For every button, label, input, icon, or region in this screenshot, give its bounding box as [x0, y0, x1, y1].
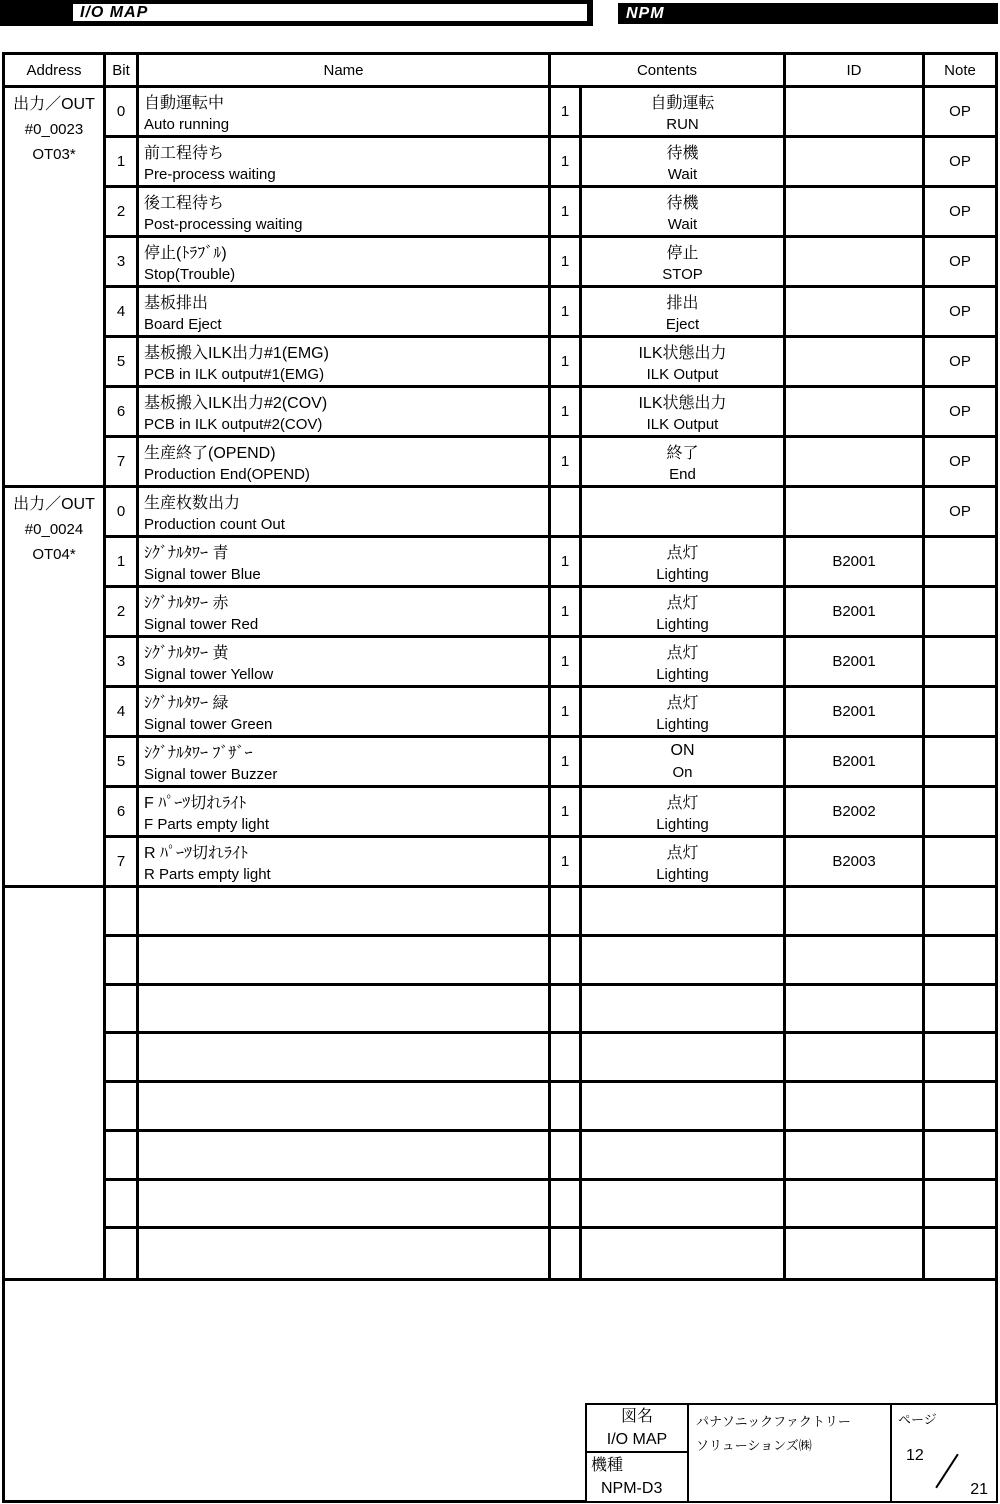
empty-value-cell: [551, 1181, 582, 1230]
empty-name-cell: [139, 888, 551, 937]
bit-cell: 6: [106, 388, 139, 438]
address-direction: 出力／OUT: [13, 496, 95, 513]
contents-en: On: [672, 764, 693, 781]
id-cell: [786, 338, 925, 388]
note-cell: OP: [925, 238, 995, 288]
note-cell: OP: [925, 488, 995, 538]
note-cell: [925, 688, 995, 738]
name-jp: 生産終了(OPEND): [144, 445, 276, 463]
note-cell: OP: [925, 88, 995, 138]
name-jp: 後工程待ち: [144, 195, 225, 213]
contents-cell: [582, 788, 786, 838]
contents-cell: [582, 738, 786, 788]
name-cell: [139, 288, 551, 338]
id-cell: [786, 288, 925, 338]
bit-cell: 3: [106, 238, 139, 288]
value-cell: 1: [551, 638, 582, 688]
machine-badge-bar: [618, 3, 998, 24]
empty-address-cell: [5, 888, 106, 1278]
value-cell: 1: [551, 388, 582, 438]
name-en: Signal tower Yellow: [144, 665, 274, 683]
note-cell: OP: [925, 388, 995, 438]
name-cell: [139, 238, 551, 288]
io-block-ot04: [5, 488, 995, 888]
contents-en: Wait: [667, 165, 698, 183]
contents-jp: 点灯: [666, 845, 699, 863]
contents-cell: [582, 488, 786, 538]
empty-contents-cell: [582, 1132, 786, 1181]
name-en: Signal tower Blue: [144, 565, 261, 583]
contents-en: Wait: [667, 215, 698, 233]
address-port: OT04*: [32, 546, 76, 563]
note-cell: OP: [925, 138, 995, 188]
id-cell: [786, 138, 925, 188]
empty-id-cell: [786, 888, 925, 937]
note-cell: [925, 788, 995, 838]
contents-cell: [582, 588, 786, 638]
page-number: 12: [906, 1447, 924, 1464]
address-cell: [5, 488, 106, 888]
value-cell: [551, 488, 582, 538]
id-cell: B2003: [786, 838, 925, 888]
name-cell: [139, 688, 551, 738]
empty-contents-cell: [582, 888, 786, 937]
name-jp: ｼｸﾞﾅﾙﾀﾜｰ 青: [144, 545, 229, 563]
address-cell: [5, 88, 106, 488]
empty-id-cell: [786, 1181, 925, 1230]
value-cell: 1: [551, 838, 582, 888]
contents-cell: [582, 438, 786, 488]
contents-en: End: [669, 465, 696, 483]
doc-title-box: [71, 2, 589, 23]
col-header-address: Address: [5, 55, 106, 88]
empty-value-cell: [551, 1083, 582, 1132]
model-cell: [587, 1453, 689, 1501]
name-jp: F ﾊﾟｰﾂ切れﾗｲﾄ: [144, 795, 247, 813]
id-cell: [786, 388, 925, 438]
note-cell: OP: [925, 288, 995, 338]
doc-title: I/O MAP: [80, 3, 149, 21]
name-en: Production count Out: [144, 515, 285, 533]
bit-cell: 4: [106, 688, 139, 738]
contents-cell: [582, 288, 786, 338]
title-block: [585, 1403, 998, 1503]
bit-cell: 1: [106, 538, 139, 588]
empty-name-cell: [139, 937, 551, 986]
id-cell: B2001: [786, 538, 925, 588]
name-en: Signal tower Green: [144, 715, 273, 733]
note-cell: [925, 738, 995, 788]
model-name: NPM-D3: [601, 1480, 663, 1497]
col-header-bit: Bit: [106, 55, 139, 88]
value-cell: 1: [551, 538, 582, 588]
empty-bit-cell: [106, 1132, 139, 1181]
note-cell: [925, 588, 995, 638]
empty-value-cell: [551, 1229, 582, 1278]
id-cell: [786, 238, 925, 288]
io-map-table: [2, 52, 998, 1281]
company-line1: パナソニックファクトリー: [696, 1414, 851, 1429]
id-cell: B2002: [786, 788, 925, 838]
empty-note-cell: [925, 937, 995, 986]
contents-jp: 待機: [666, 145, 699, 163]
contents-cell: [582, 238, 786, 288]
contents-en: Lighting: [656, 865, 709, 883]
table-header-row: [5, 55, 995, 88]
name-jp: 基板搬入ILK出力#1(EMG): [144, 345, 329, 363]
contents-jp: 点灯: [666, 545, 699, 563]
page-label: ページ: [898, 1412, 937, 1427]
empty-id-cell: [786, 986, 925, 1035]
address-direction: 出力／OUT: [13, 96, 95, 113]
id-cell: [786, 88, 925, 138]
value-cell: 1: [551, 788, 582, 838]
id-cell: [786, 488, 925, 538]
note-cell: [925, 638, 995, 688]
empty-name-cell: [139, 986, 551, 1035]
empty-note-cell: [925, 888, 995, 937]
name-jp: ｼｸﾞﾅﾙﾀﾜｰ ﾌﾞｻﾞｰ: [144, 745, 253, 763]
empty-note-cell: [925, 1181, 995, 1230]
model-label: 機種: [591, 1457, 624, 1474]
value-cell: 1: [551, 738, 582, 788]
name-cell: [139, 188, 551, 238]
name-en: Signal tower Red: [144, 615, 259, 633]
name-en: Post-processing waiting: [144, 215, 303, 233]
contents-cell: [582, 88, 786, 138]
bit-cell: 5: [106, 338, 139, 388]
id-cell: B2001: [786, 738, 925, 788]
empty-id-cell: [786, 1229, 925, 1278]
empty-id-cell: [786, 1034, 925, 1083]
id-cell: B2001: [786, 688, 925, 738]
id-cell: [786, 438, 925, 488]
contents-jp: 点灯: [666, 695, 699, 713]
contents-jp: ILK状態出力: [638, 345, 727, 363]
value-cell: 1: [551, 138, 582, 188]
contents-en: Lighting: [656, 615, 709, 633]
value-cell: 1: [551, 188, 582, 238]
contents-jp: 排出: [666, 295, 699, 313]
empty-id-cell: [786, 1132, 925, 1181]
empty-value-cell: [551, 1034, 582, 1083]
empty-id-cell: [786, 937, 925, 986]
name-en: Auto running: [144, 115, 230, 133]
empty-bit-cell: [106, 1181, 139, 1230]
contents-jp: 点灯: [666, 645, 699, 663]
name-jp: 生産枚数出力: [144, 495, 241, 513]
empty-note-cell: [925, 1229, 995, 1278]
empty-contents-cell: [582, 937, 786, 986]
empty-note-cell: [925, 986, 995, 1035]
contents-cell: [582, 538, 786, 588]
name-en: PCB in ILK output#2(COV): [144, 415, 323, 433]
empty-block: [5, 888, 995, 1278]
page-fraction-slash: [935, 1454, 958, 1489]
contents-jp: 待機: [666, 195, 699, 213]
bit-cell: 3: [106, 638, 139, 688]
name-en: R Parts empty light: [144, 865, 271, 883]
empty-name-cell: [139, 1132, 551, 1181]
name-jp: ｼｸﾞﾅﾙﾀﾜｰ 赤: [144, 595, 229, 613]
empty-contents-cell: [582, 986, 786, 1035]
bit-cell: 2: [106, 188, 139, 238]
id-cell: B2001: [786, 638, 925, 688]
contents-en: Lighting: [656, 665, 709, 683]
empty-contents-cell: [582, 1181, 786, 1230]
company-line2: ソリューションズ㈱: [696, 1438, 812, 1453]
bit-cell: 7: [106, 438, 139, 488]
address-number: #0_0023: [24, 121, 84, 138]
contents-en: Eject: [665, 315, 700, 333]
contents-jp: 点灯: [666, 595, 699, 613]
empty-bit-cell: [106, 1229, 139, 1278]
drawing-name-cell: [587, 1405, 689, 1453]
empty-bit-cell: [106, 888, 139, 937]
empty-name-cell: [139, 1034, 551, 1083]
contents-en: Lighting: [656, 815, 709, 833]
empty-note-cell: [925, 1083, 995, 1132]
empty-value-cell: [551, 1132, 582, 1181]
name-cell: [139, 588, 551, 638]
name-jp: 基板排出: [144, 295, 209, 313]
empty-bit-cell: [106, 1083, 139, 1132]
contents-cell: [582, 188, 786, 238]
contents-cell: [582, 638, 786, 688]
machine-badge: NPM: [626, 4, 665, 22]
bit-cell: 7: [106, 838, 139, 888]
empty-bit-cell: [106, 1034, 139, 1083]
value-cell: 1: [551, 88, 582, 138]
name-cell: [139, 388, 551, 438]
name-en: Board Eject: [144, 315, 222, 333]
contents-cell: [582, 338, 786, 388]
name-jp: 自動運転中: [144, 95, 225, 113]
value-cell: 1: [551, 338, 582, 388]
name-cell: [139, 738, 551, 788]
name-jp: 基板搬入ILK出力#2(COV): [144, 395, 328, 413]
contents-en: Lighting: [656, 715, 709, 733]
note-cell: OP: [925, 188, 995, 238]
bit-cell: 6: [106, 788, 139, 838]
contents-jp: 停止: [666, 245, 699, 263]
contents-en: RUN: [666, 115, 699, 133]
value-cell: 1: [551, 588, 582, 638]
name-cell: [139, 638, 551, 688]
value-cell: 1: [551, 438, 582, 488]
col-header-name: Name: [139, 55, 551, 88]
contents-en: ILK Output: [646, 365, 719, 383]
empty-contents-cell: [582, 1034, 786, 1083]
name-jp: 停止(ﾄﾗﾌﾞﾙ): [144, 245, 227, 263]
empty-value-cell: [551, 937, 582, 986]
company-cell: [689, 1405, 892, 1501]
id-cell: B2001: [786, 588, 925, 638]
address-number: #0_0024: [24, 521, 84, 538]
contents-en: ILK Output: [646, 415, 719, 433]
name-cell: [139, 338, 551, 388]
empty-contents-cell: [582, 1083, 786, 1132]
empty-name-cell: [139, 1181, 551, 1230]
contents-jp: 自動運転: [650, 95, 715, 113]
id-cell: [786, 188, 925, 238]
name-en: F Parts empty light: [144, 815, 270, 833]
value-cell: 1: [551, 288, 582, 338]
contents-jp: 点灯: [666, 795, 699, 813]
name-jp: 前工程待ち: [144, 145, 225, 163]
contents-cell: [582, 688, 786, 738]
name-en: Stop(Trouble): [144, 265, 236, 283]
name-jp: ｼｸﾞﾅﾙﾀﾜｰ 緑: [144, 695, 229, 713]
bit-cell: 0: [106, 88, 139, 138]
contents-jp: 終了: [666, 445, 699, 463]
empty-value-cell: [551, 986, 582, 1035]
contents-cell: [582, 138, 786, 188]
empty-id-cell: [786, 1083, 925, 1132]
name-en: Signal tower Buzzer: [144, 765, 278, 783]
address-port: OT03*: [32, 146, 76, 163]
bit-cell: 4: [106, 288, 139, 338]
name-en: Pre-process waiting: [144, 165, 276, 183]
empty-name-cell: [139, 1083, 551, 1132]
doc-title-bar: [0, 0, 593, 26]
name-cell: [139, 88, 551, 138]
empty-note-cell: [925, 1034, 995, 1083]
empty-bit-cell: [106, 937, 139, 986]
col-header-id: ID: [786, 55, 925, 88]
name-cell: [139, 838, 551, 888]
page-cell: [892, 1405, 996, 1501]
bit-cell: 5: [106, 738, 139, 788]
empty-value-cell: [551, 888, 582, 937]
note-cell: OP: [925, 438, 995, 488]
name-jp: R ﾊﾟｰﾂ切れﾗｲﾄ: [144, 845, 249, 863]
name-cell: [139, 538, 551, 588]
note-cell: [925, 538, 995, 588]
name-en: Production End(OPEND): [144, 465, 310, 483]
contents-jp: ILK状態出力: [638, 395, 727, 413]
empty-note-cell: [925, 1132, 995, 1181]
bit-cell: 0: [106, 488, 139, 538]
name-jp: ｼｸﾞﾅﾙﾀﾜｰ 黄: [144, 645, 229, 663]
value-cell: 1: [551, 688, 582, 738]
bit-cell: 2: [106, 588, 139, 638]
empty-bit-cell: [106, 986, 139, 1035]
value-cell: 1: [551, 238, 582, 288]
contents-en: Lighting: [656, 565, 709, 583]
contents-cell: [582, 388, 786, 438]
drawing-name: I/O MAP: [606, 1431, 668, 1448]
contents-jp: ON: [670, 742, 695, 759]
drawing-label: 図名: [620, 1408, 653, 1425]
name-en: PCB in ILK output#1(EMG): [144, 365, 325, 383]
name-cell: [139, 438, 551, 488]
name-cell: [139, 788, 551, 838]
name-cell: [139, 138, 551, 188]
empty-name-cell: [139, 1229, 551, 1278]
io-block-ot03: [5, 88, 995, 488]
name-cell: [139, 488, 551, 538]
page-total: 21: [970, 1481, 988, 1498]
col-header-contents: Contents: [551, 55, 786, 88]
note-cell: OP: [925, 338, 995, 388]
contents-en: STOP: [662, 265, 703, 283]
bit-cell: 1: [106, 138, 139, 188]
col-header-note: Note: [925, 55, 995, 88]
note-cell: [925, 838, 995, 888]
empty-contents-cell: [582, 1229, 786, 1278]
contents-cell: [582, 838, 786, 888]
